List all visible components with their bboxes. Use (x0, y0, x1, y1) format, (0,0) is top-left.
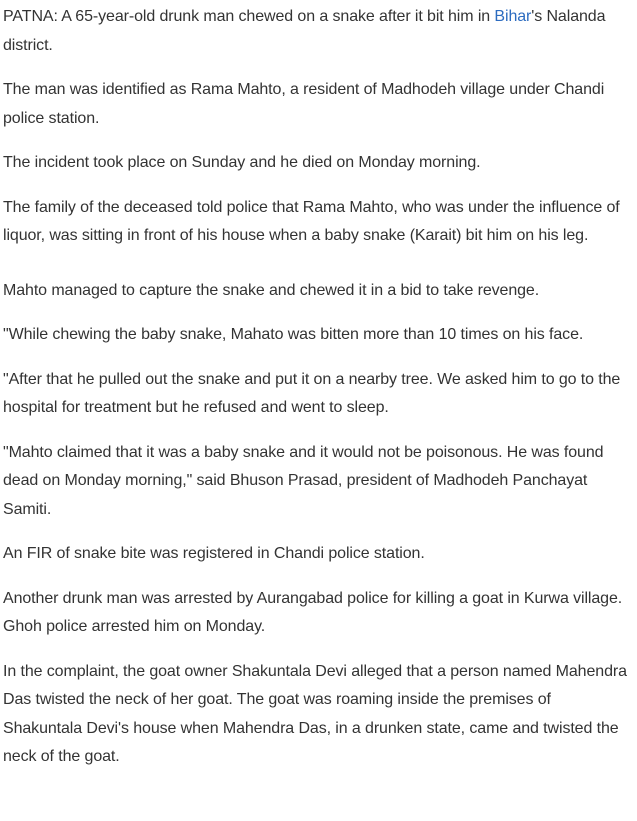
paragraph: An FIR of snake bite was registered in Chandi police station. (3, 545, 425, 562)
lede-text-before: PATNA: A 65-year-old drunk man chewed on a snake after it bit him in (3, 8, 495, 25)
paragraph: Another drunk man was arrested by Aurangabad police for killing a goat in Kurwa village. Ghoh police arrested him on Monday. (3, 589, 623, 635)
paragraph: "After that he pulled out the snake and put it on a nearby tree. We asked him to go to the hospital for treatment but he refused and went to sleep. (3, 370, 621, 416)
lede-text-after: 's Nalanda district. (3, 8, 606, 54)
paragraph: Mahto managed to capture the snake and chewed it in a bid to take revenge. (3, 281, 540, 299)
paragraph: "Mahto claimed that it was a baby snake and it would not be poisonous. He was found dead on Monday morning," said Bhuson Prasad, president of Madhodeh Panchayat Samiti. (3, 443, 604, 518)
paragraph: The man was identified as Rama Mahto, a resident of Madhodeh village under Chandi police station. (3, 81, 605, 127)
paragraph-lede (3, 3, 633, 60)
bihar-link[interactable]: Bihar (494, 8, 532, 25)
paragraph: In the complaint, the goat owner Shakuntala Devi alleged that a person named Mahendra Das twisted the neck of her goat. The goat was roaming inside the premises of Shakuntala Devi's house when Mahendra Das, in a drunken state, came and twisted the neck of the goat. (3, 662, 627, 765)
paragraph: "While chewing the baby snake, Mahato was bitten more than 10 times on his face. (3, 326, 584, 343)
paragraph: The family of the deceased told police that Rama Mahto, who was under the influence of liquor, was sitting in front of his house when a baby snake (Karait) bit him on his leg. (3, 198, 620, 244)
paragraph: The incident took place on Sunday and he died on Monday morning. (3, 154, 481, 171)
